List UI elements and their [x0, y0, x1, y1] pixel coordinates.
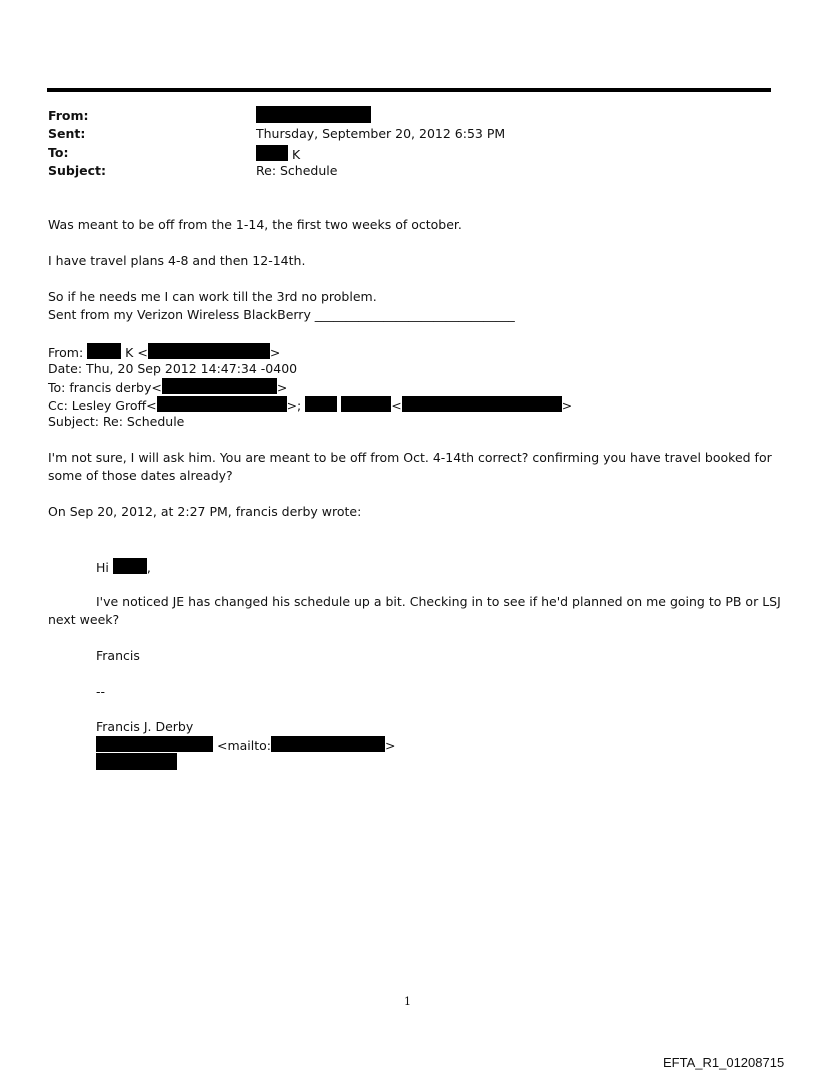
quoted-cc-sep: >;	[286, 398, 302, 413]
quoted-body-line-1: I'm not sure, I will ask him. You are meant to be off from Oct. 4-14th correct? confirming you have travel booked for	[48, 450, 772, 465]
subject-value: Re: Schedule	[256, 163, 338, 178]
quoted2-body-line-2: next week?	[48, 612, 120, 627]
page-number: 1	[404, 995, 411, 1008]
sign-off-name: Francis	[96, 648, 140, 663]
mailto-close: >	[385, 738, 396, 753]
signature-dashes: --	[96, 684, 106, 699]
sent-value: Thursday, September 20, 2012 6:53 PM	[256, 126, 506, 141]
quoted-body-line-2: some of those dates already?	[48, 468, 233, 483]
redaction-signature-email	[96, 736, 213, 752]
quoted-cc-lt: <	[391, 398, 402, 413]
greeting-line	[96, 558, 151, 575]
greeting-text: Hi	[96, 560, 109, 575]
redaction-to	[256, 145, 288, 161]
body-paragraph-1: Was meant to be off from the 1-14, the first two weeks of october.	[48, 217, 462, 232]
redaction-quoted-to-email	[162, 378, 277, 394]
body-paragraph-2: I have travel plans 4-8 and then 12-14th.	[48, 253, 306, 268]
signature-contact-line	[96, 736, 396, 753]
to-line	[256, 145, 300, 162]
redaction-quoted-from-email	[148, 343, 270, 359]
quoted-from-prefix: From:	[48, 345, 84, 360]
to-label: To:	[48, 145, 69, 160]
quoted-from-name: K <	[125, 345, 148, 360]
blackberry-signature: Sent from my Verizon Wireless BlackBerry ________________________________	[48, 307, 515, 322]
redaction-cc-email-1	[157, 396, 287, 412]
redaction-signature-extra	[96, 753, 177, 770]
redaction-cc-first	[305, 396, 337, 412]
redaction-from	[256, 106, 371, 123]
quoted-date-line: Date: Thu, 20 Sep 2012 14:47:34 -0400	[48, 361, 298, 376]
to-value: K	[291, 147, 301, 162]
redaction-quoted-from-first	[87, 343, 121, 359]
quoted-to-prefix: To: francis derby<	[48, 380, 162, 395]
quoted-cc-prefix: Cc: Lesley Groff<	[48, 398, 157, 413]
quoted-from-line	[48, 343, 280, 360]
quoted-cc-line	[48, 396, 572, 413]
bates-number: EFTA_R1_01208715	[663, 1055, 785, 1070]
quoted-from-close: >	[269, 345, 281, 360]
mailto-prefix: <mailto:	[216, 738, 272, 753]
sent-label: Sent:	[48, 126, 86, 141]
signature-full-name: Francis J. Derby	[96, 719, 194, 734]
redaction-mailto-email	[271, 736, 385, 752]
redaction-cc-last	[341, 396, 391, 412]
quoted-to-close: >	[276, 380, 288, 395]
from-label: From:	[48, 108, 89, 123]
quoted-subject-line: Subject: Re: Schedule	[48, 414, 185, 429]
quoted-to-line	[48, 378, 287, 395]
header-rule	[47, 88, 771, 92]
quoted-attribution: On Sep 20, 2012, at 2:27 PM, francis derby wrote:	[48, 504, 362, 519]
quoted-cc-close: >	[561, 398, 573, 413]
redaction-cc-email-2	[402, 396, 562, 412]
quoted2-body-line-1: I've noticed JE has changed his schedule up a bit. Checking in to see if he'd planned on me going to PB or LSJ	[96, 594, 781, 609]
body-paragraph-3: So if he needs me I can work till the 3rd no problem.	[48, 289, 377, 304]
redaction-greeting-name	[113, 558, 147, 574]
greeting-comma: ,	[146, 560, 151, 575]
subject-label: Subject:	[48, 163, 106, 178]
